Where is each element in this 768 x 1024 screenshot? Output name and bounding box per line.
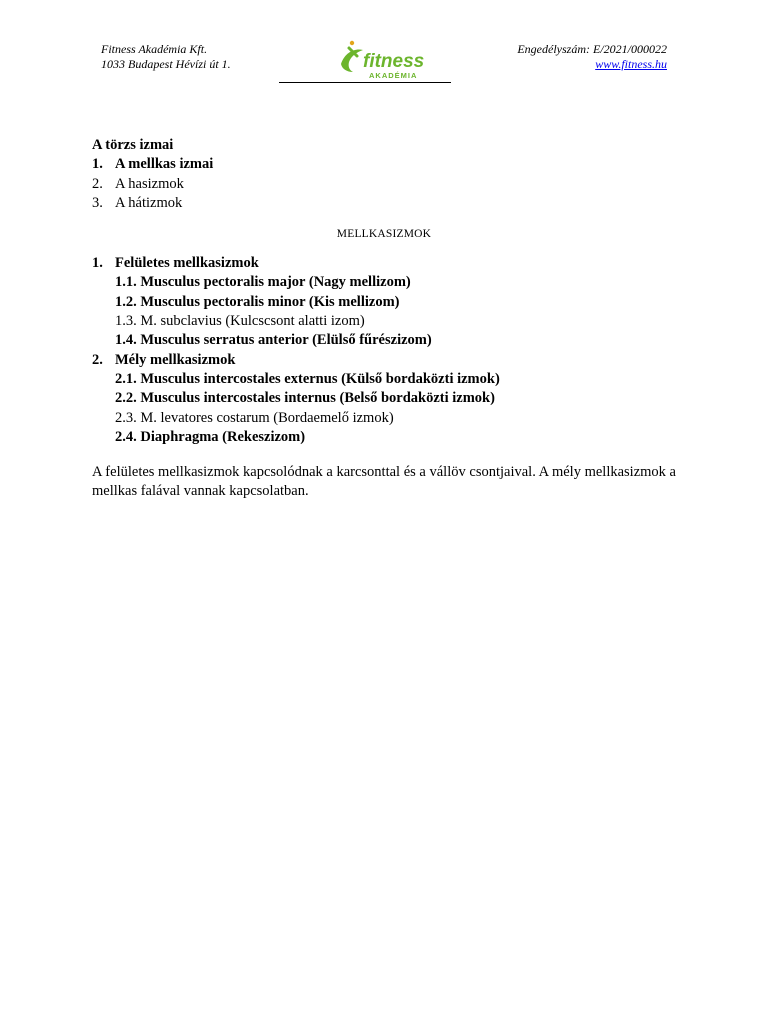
list-item-number: 1.4. — [115, 332, 137, 349]
fitness-logo — [279, 38, 451, 86]
list-item-label: Musculus intercostales externus (Külső bordaközti izmok) — [140, 370, 500, 387]
group-heading — [92, 254, 676, 273]
list-item-number: 1.2. — [115, 293, 137, 310]
intro-item-label: A mellkas izmai — [115, 156, 214, 173]
header-divider — [279, 82, 451, 83]
group-heading — [92, 351, 676, 370]
logo-subword: AKADÉMIA — [369, 71, 418, 80]
group-label: Mély mellkasizmok — [115, 351, 236, 368]
group-number: 2. — [92, 351, 103, 368]
body-paragraph: A felületes mellkasizmok kapcsolódnak a karcsonttal és a vállöv csontjaival. A mély mellkasizmok a mellkas falával vannak kapcsolatban. — [92, 464, 676, 500]
company-name: Fitness Akadémia Kft. — [101, 42, 208, 56]
intro-item — [92, 155, 676, 174]
list-item-number: 1.3. — [115, 313, 137, 330]
list-item-number: 2.2. — [115, 390, 137, 407]
list-item — [92, 312, 676, 331]
list-item-number: 2.1. — [115, 370, 137, 387]
list-item-label: Diaphragma (Rekeszizom) — [140, 428, 306, 445]
intro-item — [92, 194, 676, 213]
company-address: 1033 Budapest Hévízi út 1. — [101, 57, 231, 71]
list-item-label: Musculus serratus anterior (Elülső fűrészizom) — [140, 332, 432, 349]
list-item-label: M. subclavius (Kulcscsont alatti izom) — [140, 313, 365, 330]
list-item-number: 1.1. — [115, 274, 137, 291]
intro-item-number: 1. — [92, 156, 103, 173]
list-item — [92, 409, 676, 428]
intro-item-number: 2. — [92, 175, 103, 192]
header-license-block — [517, 42, 667, 72]
intro-item-label: A hasizmok — [115, 175, 184, 192]
list-item — [92, 293, 676, 312]
license-number: Engedélyszám: E/2021/000022 — [517, 42, 667, 56]
list-item-number: 2.4. — [115, 428, 137, 445]
list-item-label: Musculus pectoralis minor (Kis mellizom) — [140, 293, 400, 310]
list-item-number: 2.3. — [115, 409, 137, 426]
list-item — [92, 331, 676, 350]
list-item — [92, 370, 676, 389]
header-company-block — [101, 42, 231, 72]
list-item-label: Musculus intercostales internus (Belső bordaközti izmok) — [140, 390, 495, 407]
list-item — [92, 428, 676, 447]
section-heading: MELLKASIZMOK — [336, 228, 432, 241]
list-item-label: M. levatores costarum (Bordaemelő izmok) — [140, 409, 394, 426]
website-link[interactable]: www.fitness.hu — [595, 57, 667, 71]
list-item — [92, 273, 676, 292]
intro-item-label: A hátizmok — [115, 194, 183, 211]
logo-word: fitness — [363, 51, 425, 72]
group-label: Felületes mellkasizmok — [115, 255, 259, 272]
intro-title: A törzs izmai — [92, 137, 174, 153]
logo-figure-head — [350, 41, 354, 45]
intro-item — [92, 175, 676, 194]
list-item-label: Musculus pectoralis major (Nagy mellizom) — [140, 274, 411, 291]
list-item — [92, 389, 676, 408]
document-body — [92, 136, 676, 501]
group-number: 1. — [92, 255, 103, 272]
intro-item-number: 3. — [92, 194, 103, 211]
